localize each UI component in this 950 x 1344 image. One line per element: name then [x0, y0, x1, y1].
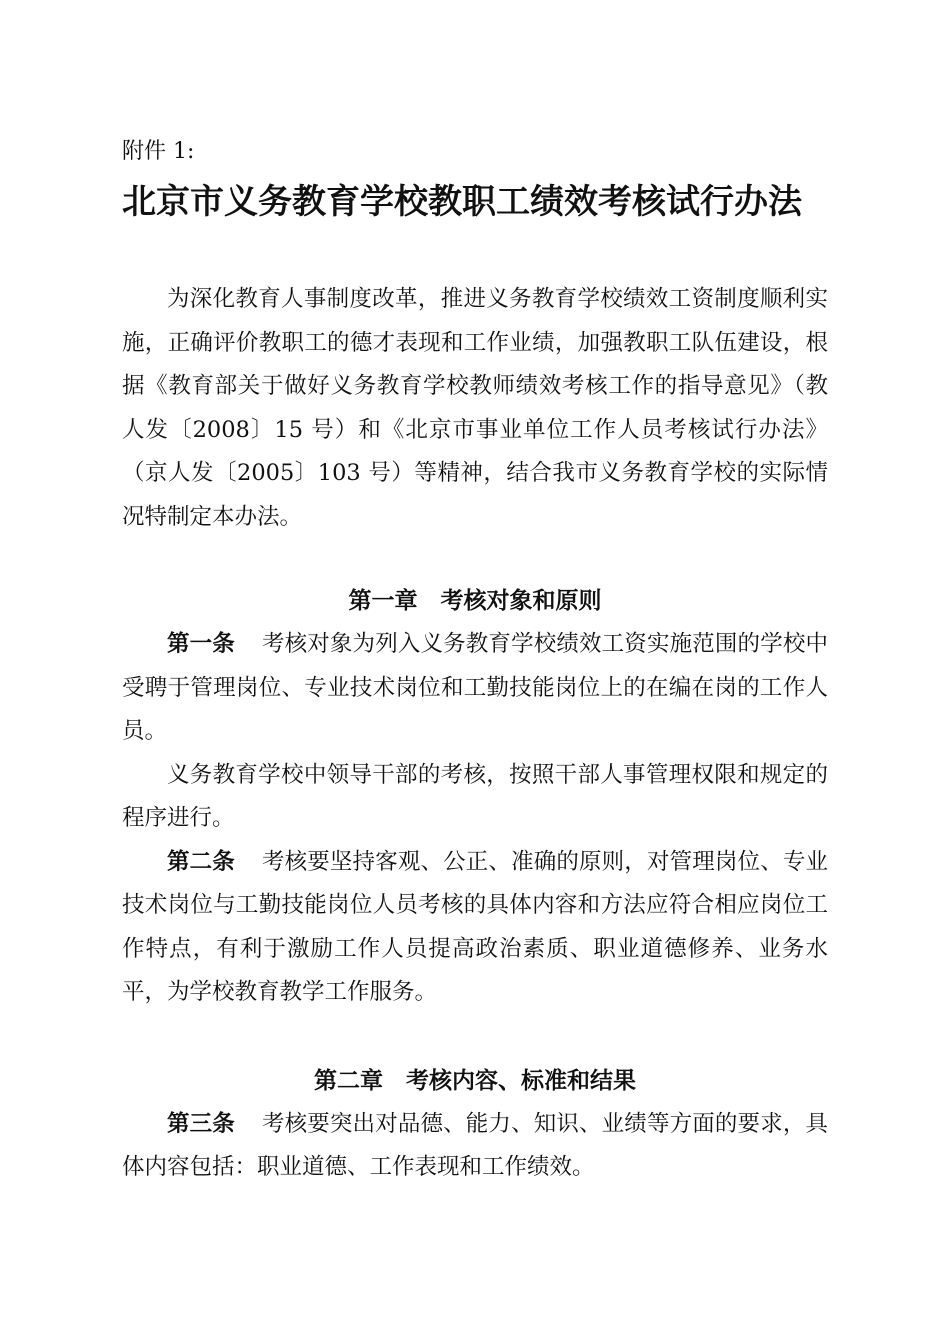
article-1-paragraph-2: 义务教育学校中领导干部的考核，按照干部人事管理权限和规定的程序进行。: [122, 761, 828, 831]
article-3-label: 第三条: [167, 1110, 235, 1137]
document-body: [122, 132, 828, 1190]
article-1-text: 考核对象为列入义务教育学校绩效工资实施范围的学校中受聘于管理岗位、专业技术岗位和工勤技能岗位上的在编在岗的工作人员。: [122, 631, 828, 744]
attachment-label: 附件 1:: [122, 139, 195, 164]
chapter-2-heading: 第二章 考核内容、标准和结果: [314, 1067, 636, 1094]
intro-paragraph: 为深化教育人事制度改革，推进义务教育学校绩效工资制度顺利实施，正确评价教职工的德才表现和工作业绩，加强教职工队伍建设，根据《教育部关于做好义务教育学校教师绩效考核工作的指导意见》（教人发〔2008〕15 号）和《北京市事业单位工作人员考核试行办法》（京人发〔2005〕103 号）等精神，结合我市义务教育学校的实际情况特制定本办法。: [122, 286, 828, 530]
article-1-paragraph: [122, 623, 828, 754]
article-3-text: 考核要突出对品德、能力、知识、业绩等方面的要求，具体内容包括：职业道德、工作表现和工作绩效。: [122, 1110, 828, 1180]
article-1-label: 第一条: [167, 631, 235, 657]
chapter-1-heading: 第一章 考核对象和原则: [348, 588, 602, 614]
article-3-paragraph: [122, 1103, 828, 1190]
article-2-paragraph: [122, 841, 828, 1015]
document-title: 北京市义务教育学校教职工绩效考核试行办法: [122, 182, 802, 222]
article-2-label: 第二条: [167, 848, 235, 875]
article-2-text: 考核要坚持客观、公正、准确的原则，对管理岗位、专业技术岗位与工勤技能岗位人员考核的具体内容和方法应符合相应岗位工作特点，有利于激励工作人员提高政治素质、职业道德修养、业务水平，为学校教育教学工作服务。: [122, 848, 828, 1005]
